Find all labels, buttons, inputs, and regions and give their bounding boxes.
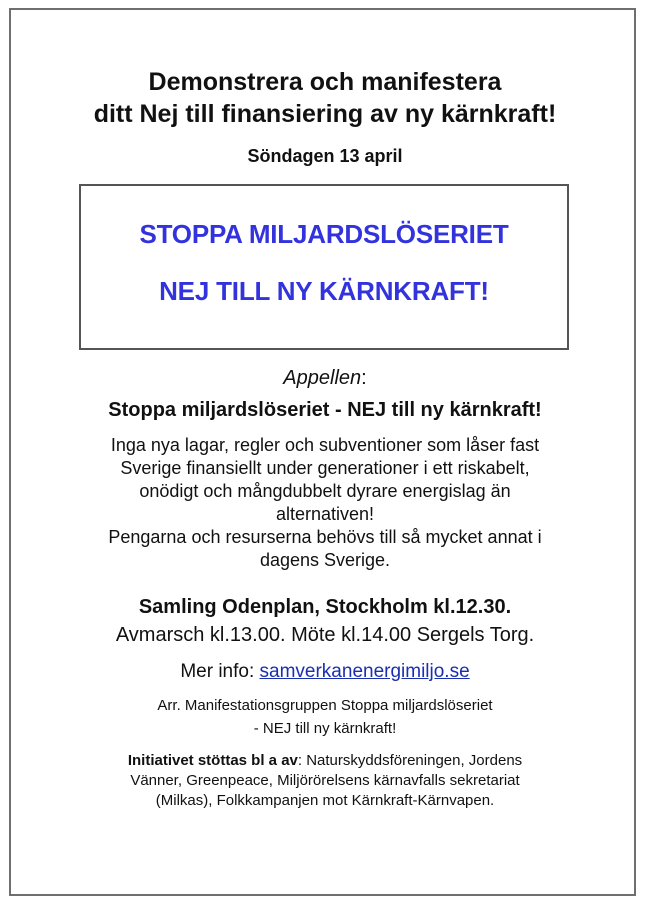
appeal-body-line: onödigt och mångdubbelt dyrare energislag än <box>139 481 511 501</box>
supporters-line1 <box>0 751 650 771</box>
supporters-label: Initiativet stöttas bl a av <box>127 752 298 769</box>
slogan-line2: NEJ TILL NY KÄRNKRAFT! <box>159 276 489 306</box>
appeal-label-colon: : <box>361 367 367 389</box>
slogan-box <box>79 184 569 350</box>
supporters-line3: (Milkas), Folkkampanjen mot Kärnkraft-Kärnvapen. <box>155 792 495 809</box>
poster-title-line1: Demonstrera och manifestera <box>148 68 502 96</box>
appeal-body-line: Inga nya lagar, regler och subventioner som låser fast <box>110 435 540 455</box>
organizer-line2: - NEJ till ny kärnkraft! <box>253 720 397 737</box>
gathering-info: Samling Odenplan, Stockholm kl.12.30. <box>138 596 512 618</box>
slogan-line1: STOPPA MILJARDSLÖSERIET <box>139 219 509 249</box>
supporters-list-part1: : Naturskyddsföreningen, Jordens <box>297 752 523 769</box>
appeal-title: Stoppa miljardslöseriet - NEJ till ny kärnkraft! <box>108 399 542 421</box>
appeal-label: Appellen <box>283 367 362 389</box>
appeal-body-line: alternativen! <box>275 504 375 524</box>
event-date: Söndagen 13 april <box>247 146 403 166</box>
poster-title-line2: ditt Nej till finansiering av ny kärnkraft! <box>93 100 557 128</box>
appeal-label-row <box>0 367 650 390</box>
website-link[interactable]: samverkanenergimiljo.se <box>259 661 470 682</box>
appeal-body-line: dagens Sverige. <box>259 550 391 570</box>
supporters-line2: Vänner, Greenpeace, Miljörörelsens kärnavfalls sekretariat <box>130 772 520 789</box>
more-info-label: Mer info: <box>180 661 260 682</box>
schedule-info: Avmarsch kl.13.00. Möte kl.14.00 Sergels Torg. <box>115 624 535 646</box>
appeal-body-line: Sverige finansiellt under generationer i ett riskabelt, <box>120 458 530 478</box>
more-info-row <box>0 661 650 683</box>
appeal-body-line: Pengarna och resurserna behövs till så mycket annat i <box>108 527 542 547</box>
organizer-line1: Arr. Manifestationsgruppen Stoppa miljardslöseriet <box>157 697 493 714</box>
